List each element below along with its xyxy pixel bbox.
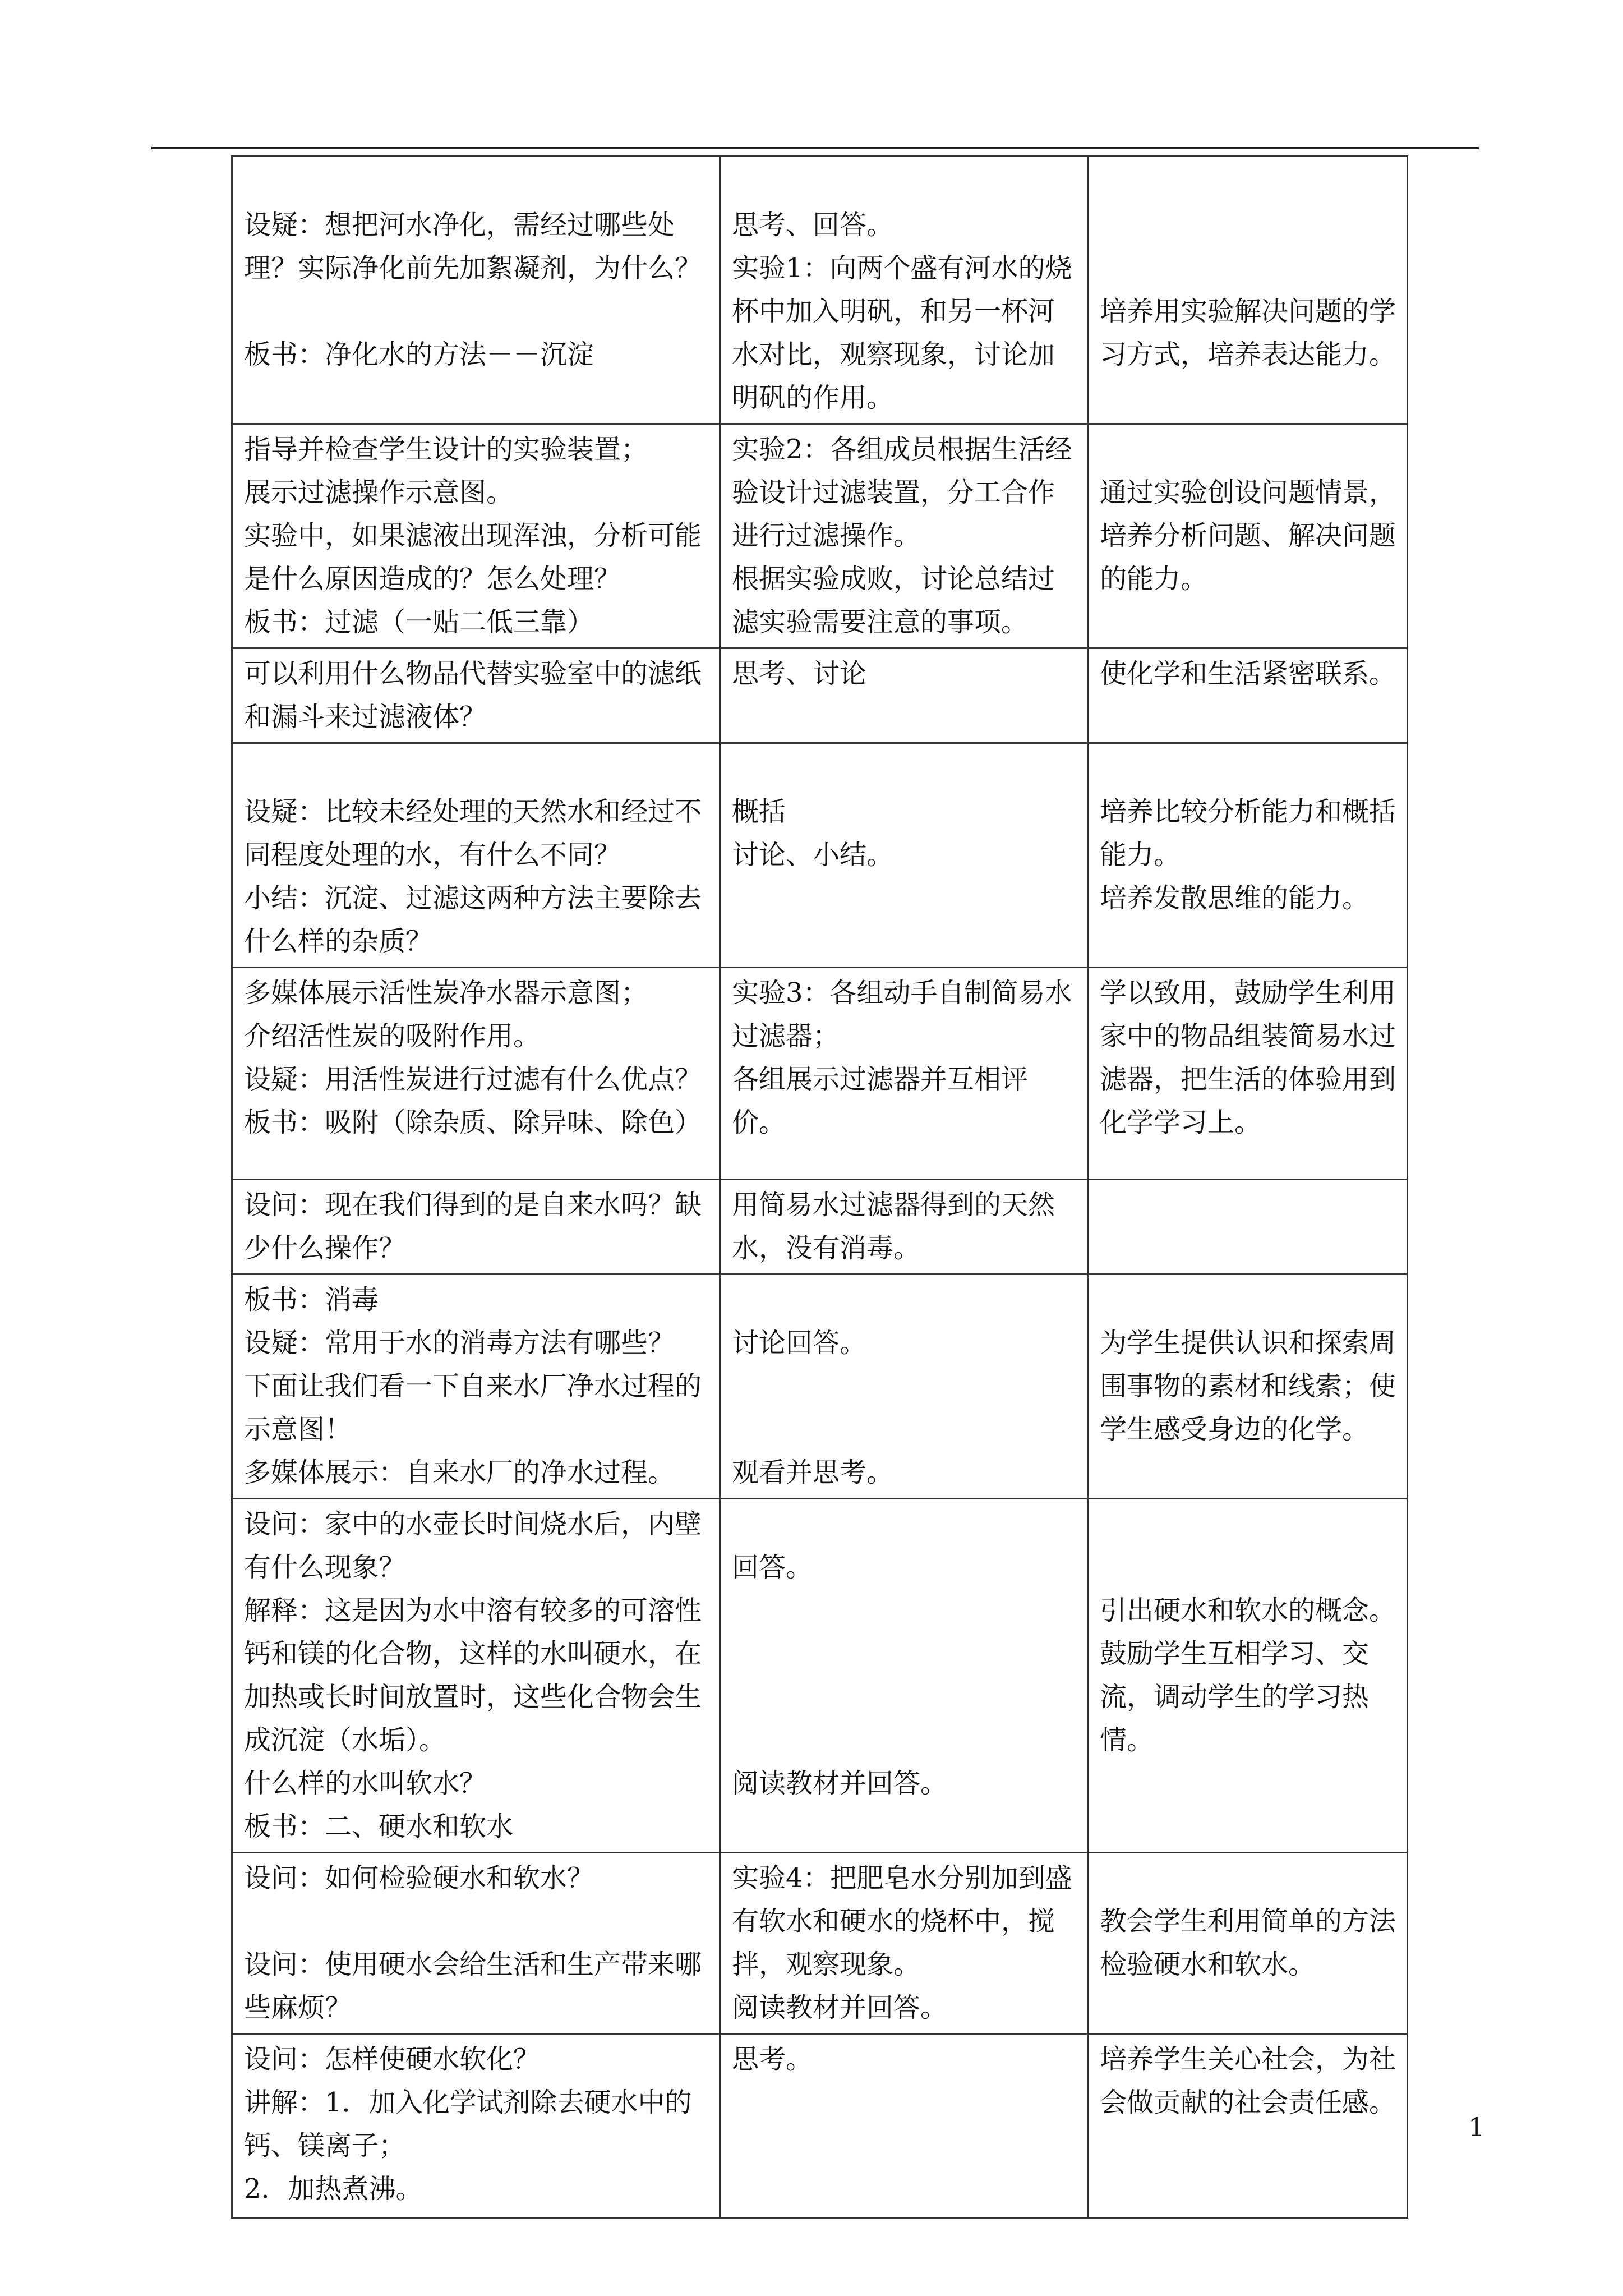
teacher-activity-cell: 设问：如何检验硬水和软水？ 设问：使用硬水会给生活和生产带来哪些麻烦？ — [232, 1853, 720, 2034]
teacher-activity-cell: 多媒体展示活性炭净水器示意图； 介绍活性炭的吸附作用。 设疑：用活性炭进行过滤有什么优点？ 板书：吸附（除杂质、除异味、除色） — [232, 968, 720, 1180]
student-activity-cell: 思考、讨论 — [720, 648, 1088, 743]
student-activity-cell: 实验3：各组动手自制简易水过滤器； 各组展示过滤器并互相评价。 — [720, 968, 1088, 1180]
table-row — [232, 1499, 1408, 1853]
student-activity-cell: 实验4：把肥皂水分别加到盛有软水和硬水的烧杯中，搅拌，观察现象。 阅读教材并回答。 — [720, 1853, 1088, 2034]
teacher-activity-cell: 设问：现在我们得到的是自来水吗？缺少什么操作？ — [232, 1180, 720, 1274]
table-row — [232, 743, 1408, 968]
design-intent-cell: 教会学生利用简单的方法检验硬水和软水。 — [1088, 1853, 1408, 2034]
design-intent-cell: 引出硬水和软水的概念。鼓励学生互相学习、交流，调动学生的学习热情。 — [1088, 1499, 1408, 1853]
page-number: 1 — [1468, 2112, 1485, 2142]
table-row — [232, 968, 1408, 1180]
teacher-activity-cell: 设问：家中的水壶长时间烧水后，内壁有什么现象？ 解释：这是因为水中溶有较多的可溶性钙和镁的化合物，这样的水叫硬水，在加热或长时间放置时，这些化合物会生成沉淀（水垢）。 什么样的水叫软水？ 板书：二、硬水和软水 — [232, 1499, 720, 1853]
table-row — [232, 2034, 1408, 2218]
design-intent-cell — [1088, 1180, 1408, 1274]
header-rule — [151, 147, 1479, 149]
table-row — [232, 157, 1408, 424]
student-activity-cell: 讨论回答。 观看并思考。 — [720, 1274, 1088, 1499]
design-intent-cell: 培养比较分析能力和概括能力。 培养发散思维的能力。 — [1088, 743, 1408, 968]
teacher-activity-cell: 可以利用什么物品代替实验室中的滤纸和漏斗来过滤液体？ — [232, 648, 720, 743]
table-row — [232, 1180, 1408, 1274]
teacher-activity-cell: 设疑：想把河水净化，需经过哪些处理？实际净化前先加絮凝剂，为什么？ 板书：净化水的方法－－沉淀 — [232, 157, 720, 424]
lesson-plan-table — [231, 155, 1408, 2219]
student-activity-cell: 思考、回答。 实验1：向两个盛有河水的烧杯中加入明矾，和另一杯河水对比，观察现象，讨论加明矾的作用。 — [720, 157, 1088, 424]
table-row — [232, 1274, 1408, 1499]
design-intent-cell: 通过实验创设问题情景，培养分析问题、解决问题的能力。 — [1088, 424, 1408, 648]
teacher-activity-cell: 设问：怎样使硬水软化？ 讲解：1．加入化学试剂除去硬水中的钙、镁离子； 2．加热煮沸。 — [232, 2034, 720, 2218]
student-activity-cell: 回答。 阅读教材并回答。 — [720, 1499, 1088, 1853]
design-intent-cell: 学以致用，鼓励学生利用家中的物品组装简易水过滤器，把生活的体验用到化学学习上。 — [1088, 968, 1408, 1180]
teacher-activity-cell: 指导并检查学生设计的实验装置； 展示过滤操作示意图。 实验中，如果滤液出现浑浊，分析可能是什么原因造成的？怎么处理？ 板书：过滤（一贴二低三靠） — [232, 424, 720, 648]
table-row — [232, 424, 1408, 648]
design-intent-cell: 为学生提供认识和探索周围事物的素材和线索；使学生感受身边的化学。 — [1088, 1274, 1408, 1499]
design-intent-cell: 培养学生关心社会，为社会做贡献的社会责任感。 — [1088, 2034, 1408, 2218]
student-activity-cell: 实验2：各组成员根据生活经验设计过滤装置，分工合作进行过滤操作。 根据实验成败，讨论总结过滤实验需要注意的事项。 — [720, 424, 1088, 648]
student-activity-cell: 概括 讨论、小结。 — [720, 743, 1088, 968]
table-row — [232, 1853, 1408, 2034]
teacher-activity-cell: 设疑：比较未经处理的天然水和经过不同程度处理的水，有什么不同？ 小结：沉淀、过滤这两种方法主要除去什么样的杂质？ — [232, 743, 720, 968]
table-row — [232, 648, 1408, 743]
student-activity-cell: 用简易水过滤器得到的天然水，没有消毒。 — [720, 1180, 1088, 1274]
design-intent-cell: 培养用实验解决问题的学习方式，培养表达能力。 — [1088, 157, 1408, 424]
teacher-activity-cell: 板书：消毒 设疑：常用于水的消毒方法有哪些？ 下面让我们看一下自来水厂净水过程的示意图！ 多媒体展示：自来水厂的净水过程。 — [232, 1274, 720, 1499]
student-activity-cell: 思考。 — [720, 2034, 1088, 2218]
design-intent-cell: 使化学和生活紧密联系。 — [1088, 648, 1408, 743]
